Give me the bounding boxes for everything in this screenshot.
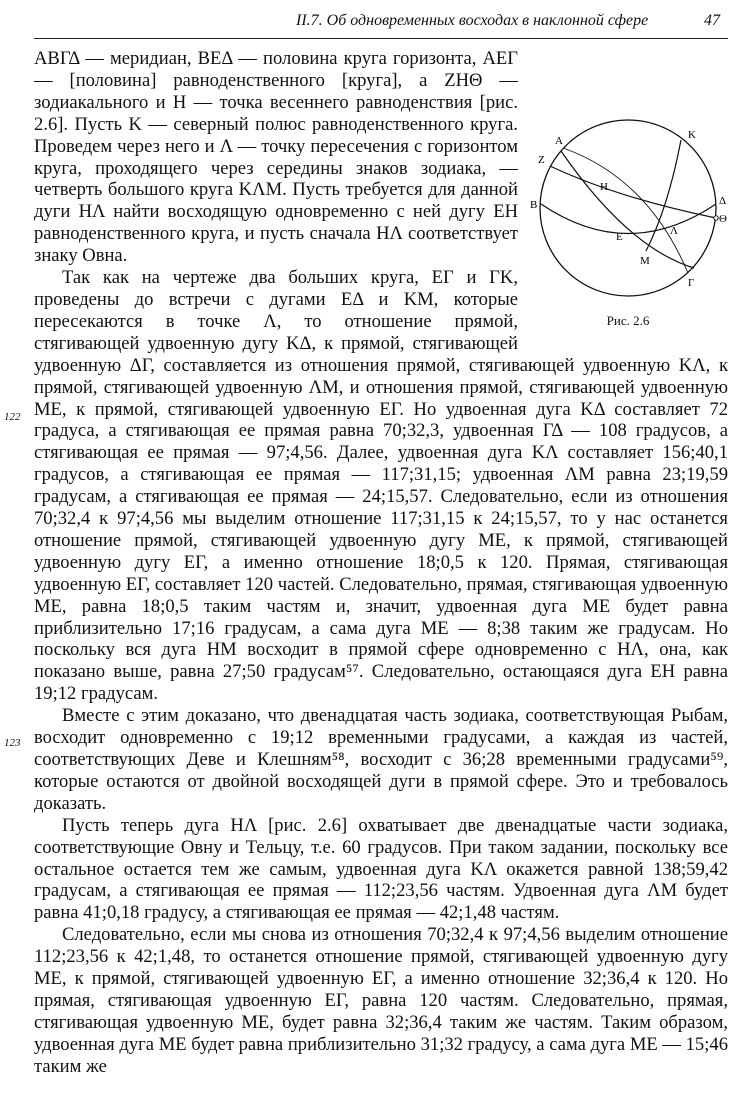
running-header: [34, 8, 728, 39]
running-title: II.7. Об одновременных восходах в наклонной сфере: [296, 12, 649, 29]
paragraph: Так как на чертеже два больших круга, ΕΓ и ΓΚ, проведены до встречи с дугами ΕΔ и ΚΜ, которые пересекаются в точке Λ, то отношение прямой, стягивающей удвоенную дугу ΚΔ, к прямой, стягивающей удвоенную ΔΓ, составляется из отношения прямой, стягивающей удвоенную ΚΛ, к прямой, стягивающей удвоенную ΛΜ, и отношения прямой, стягивающей удвоенную ΜΕ, к прямой, стягивающей удвоенную ΕΓ. Но удвоенная дуга ΚΔ составляет 72 градуса, а стягивающая ее прямая равна 70;32,3, удвоенная ΓΔ — 108 градусов, а стягивающая ее прямая — 97;4,56. Далее, удвоенная дуга ΚΛ составляет 156;40,1 градусов, а стягивающая ее прямая — 117;31,15; удвоенная ΛΜ равна 23;19,59 градусам, а стягивающая ее прямая — 24;15,57. Следовательно, если из отношения 70;32,4 к 97;4,56 мы выделим отношение 117;31,15 к 24;15,57, то у нас останется отношение прямой, стягивающей удвоенную дугу ΜΕ, к прямой, стягивающей удвоенную дугу ΕΓ, а именно отношение 18;0,5 к 120. Прямая, стягивающая удвоенную ΕΓ, составляет 120 частей. Следовательно, прямая, стягивающая удвоенную ΜΕ, равна 18;0,5 таким частям и, значит, удвоенная дуга ΜΕ будет равна приблизительно 17;16 градусам, а сама дуга ΜΕ — 8;38 таким же градусам. Но поскольку вся дуга ΗΜ восходит в прямой сфере одновременно с ΗΛ, она, как показано выше, равна 27;50 градусам⁵⁷. Следовательно, остающаяся дуга ΕΗ равна 19;12 градусам.: [34, 267, 728, 705]
label-Z: Z: [538, 154, 545, 166]
label-Delta: Δ: [719, 195, 727, 207]
equator-arc: [561, 151, 694, 268]
label-Theta: Θ: [719, 213, 727, 225]
page-number: 47: [704, 12, 720, 29]
figure-caption: Рис. 2.6: [606, 313, 650, 328]
label-B: B: [530, 199, 538, 211]
figure-2-6: [528, 108, 728, 330]
paragraph: Следовательно, если мы снова из отношения 70;32,4 к 97;4,56 выделим отношение 112;23,56 к 42;1,48, то останется отношение прямой, стягивающей удвоенную дугу ΜΕ, к прямой, стягивающей удвоенную ΕΓ, а именно отношение 32;36,4 к 120. Но прямая, стягивающая удвоенную ΕΓ, равна 120 частям. Следовательно, прямая, стягивающая удвоенную ΜΕ, будет равна 32;36,4 таким же частям. Таким образом, удвоенная дуга ΜΕ будет равна приблизительно 31;32 градусу, а сама дуга ΜΕ — 15;46 таким же: [34, 924, 728, 1077]
label-E: E: [616, 231, 623, 243]
label-M: M: [640, 255, 650, 267]
ecliptic-arc: [550, 166, 716, 218]
margin-number: 123: [4, 737, 21, 749]
paragraph: ΑΒΓΔ — меридиан, ΒΕΔ — половина круга горизонта, ΑΕΓ — [половина] равноденственного [круга], а ΖΗΘ — зодиакального и Η — точка весеннего равноденствия [рис. 2.6]. Пусть Κ — северный полюс равноденственного круга. Проведем через него и Λ — точку пересечения с горизонтом круга, проходящего через середины знаков зодиака, — четверть большого круга ΚΛΜ. Пусть требуется для данной дуги ΗΛ найти восходящую одновременно с ней дугу ΕΗ равноденственного круга, и пусть сначала ΗΛ соответствует знаку Овна.: [34, 48, 518, 267]
label-Gamma: Γ: [688, 277, 695, 289]
point-theta: [714, 216, 718, 220]
armillary-diagram: [528, 108, 728, 308]
paragraph: Пусть теперь дуга ΗΛ [рис. 2.6] охватывает две двенадцатые части зодиака, соответствующие Овну и Тельцу, т.е. 60 градусов. При таком задании, поскольку все остальное остается тем же самым, удвоенная дуга ΚΛ окажется равной 138;59,42 градусам, а стягивающая ее прямая — 112;23,56 частям. Удвоенная дуга ΛΜ будет равна 41;0,18 градусу, а стягивающая ее прямая — 42;1,48 частям.: [34, 814, 728, 924]
label-K: K: [688, 129, 696, 141]
arc-secondary: [563, 148, 688, 273]
label-A: A: [555, 135, 563, 147]
label-H: H: [600, 181, 608, 193]
body-text: [34, 48, 728, 1078]
label-Lambda: Λ: [670, 225, 678, 237]
meridian-circle: [540, 120, 716, 296]
paragraph: Вместе с этим доказано, что двенадцатая часть зодиака, соответствующая Рыбам, восходит одновременно с 19;12 временными градусами, а каждая из частей, соответствующих Деве и Клешням⁵⁸, восходит с 36;28 временными градусами⁵⁹, которые остаются от двойной восходящей дуги в прямой сфере. Это и требовалось доказать.: [34, 705, 728, 814]
margin-number: 122: [4, 411, 21, 423]
